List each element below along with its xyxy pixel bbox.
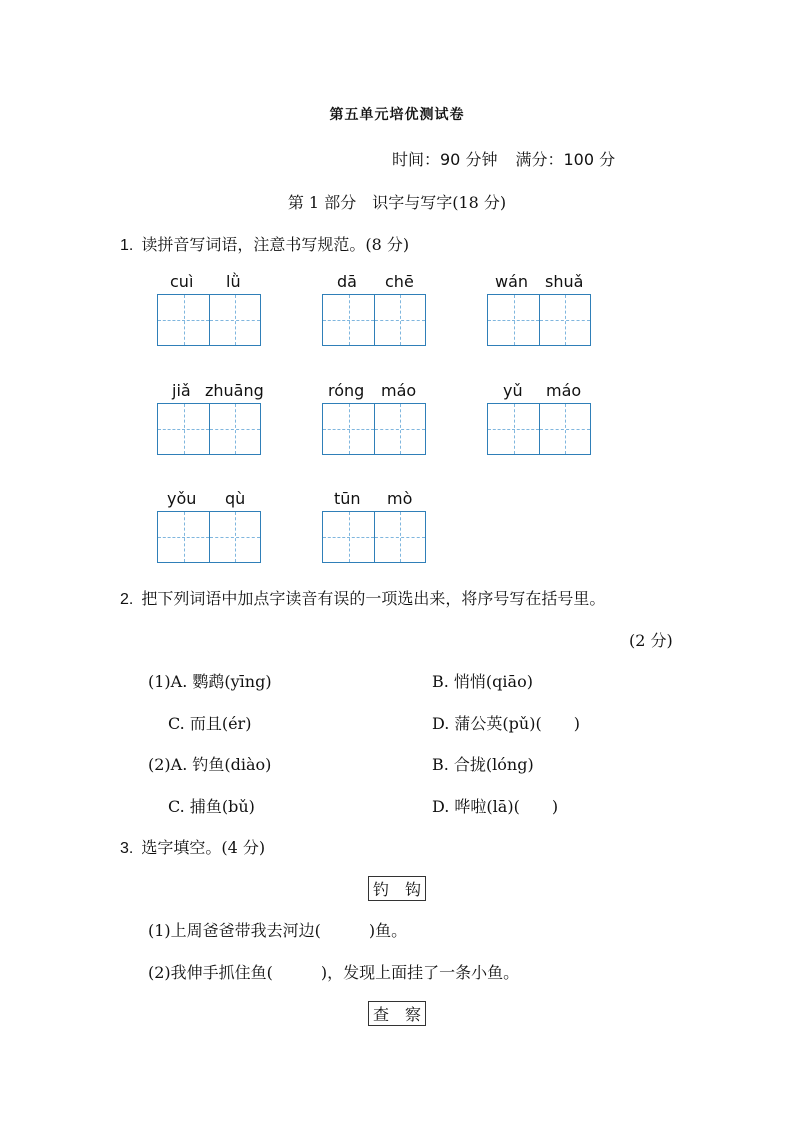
grid-cell[interactable] [209, 404, 260, 454]
question-2 [120, 586, 605, 609]
option-c: C. 捕鱼(bǔ) [168, 797, 255, 816]
pinyin: yǔ [503, 381, 523, 400]
grid-cell[interactable] [374, 404, 425, 454]
part-heading: 第 1 部分 识字与写字(18 分) [287, 193, 507, 212]
writing-grid[interactable] [487, 294, 591, 346]
question-number: 2. [120, 591, 134, 608]
pinyin: cuì [170, 272, 194, 291]
grid-cell[interactable] [488, 295, 539, 345]
question-score: (2 分) [629, 631, 673, 650]
page-title: 第五单元培优测试卷 [329, 107, 465, 123]
writing-grid[interactable] [322, 403, 426, 455]
grid-cell[interactable] [374, 295, 425, 345]
pinyin: mò [387, 489, 413, 508]
pinyin: wán [495, 272, 529, 291]
grid-cell[interactable] [158, 295, 209, 345]
writing-grid[interactable] [157, 403, 261, 455]
pinyin: shuǎ [545, 272, 584, 291]
full-score: 满分：100 分 [515, 150, 616, 169]
character-choice-box: 查 察 [368, 1001, 426, 1026]
pinyin: jiǎ [172, 381, 191, 400]
grid-cell[interactable] [323, 512, 374, 562]
option-b: B. 悄悄(qiāo) [432, 672, 533, 691]
writing-grid[interactable] [322, 511, 426, 563]
writing-grid[interactable] [157, 294, 261, 346]
writing-grid[interactable] [487, 403, 591, 455]
exam-info [392, 147, 615, 170]
question-3 [120, 835, 265, 858]
pinyin: qù [225, 489, 246, 508]
question-1 [120, 232, 409, 255]
fill-sentence: (2)我伸手抓住鱼( )，发现上面挂了一条小鱼。 [148, 963, 520, 982]
pinyin: yǒu [167, 489, 197, 508]
character-choice-box: 钓 钩 [368, 876, 426, 901]
question-text: 选字填空。(4 分) [141, 838, 266, 857]
option-a: (2)A. 钓鱼(diào) [148, 755, 272, 774]
pinyin: dā [337, 272, 357, 291]
grid-cell[interactable] [539, 404, 590, 454]
pinyin: róng [328, 381, 365, 400]
option-b: B. 合拢(lóng) [432, 755, 534, 774]
option-d: D. 哗啦(lā)( ) [432, 797, 559, 816]
writing-grid[interactable] [157, 511, 261, 563]
grid-cell[interactable] [323, 404, 374, 454]
grid-cell[interactable] [488, 404, 539, 454]
pinyin: zhuāng [205, 381, 264, 400]
question-number: 3. [120, 840, 134, 857]
question-number: 1. [120, 237, 134, 254]
pinyin: lǜ [226, 272, 241, 291]
pinyin: máo [381, 381, 417, 400]
grid-cell[interactable] [539, 295, 590, 345]
option-d: D. 蒲公英(pǔ)( ) [432, 714, 580, 733]
grid-cell[interactable] [209, 512, 260, 562]
question-text: 把下列词语中加点字读音有误的一项选出来，将序号写在括号里。 [141, 589, 606, 608]
grid-cell[interactable] [374, 512, 425, 562]
grid-cell[interactable] [209, 295, 260, 345]
option-a: (1)A. 鹦鹉(yīng) [148, 672, 272, 691]
grid-cell[interactable] [323, 295, 374, 345]
pinyin: máo [546, 381, 582, 400]
option-c: C. 而且(ér) [168, 714, 252, 733]
grid-cell[interactable] [158, 404, 209, 454]
pinyin: tūn [334, 489, 361, 508]
fill-sentence: (1)上周爸爸带我去河边( )鱼。 [148, 921, 408, 940]
writing-grid[interactable] [322, 294, 426, 346]
question-text: 读拼音写词语，注意书写规范。(8 分) [141, 235, 410, 254]
grid-cell[interactable] [158, 512, 209, 562]
time-limit: 时间：90 分钟 [392, 150, 498, 169]
pinyin: chē [385, 272, 414, 291]
